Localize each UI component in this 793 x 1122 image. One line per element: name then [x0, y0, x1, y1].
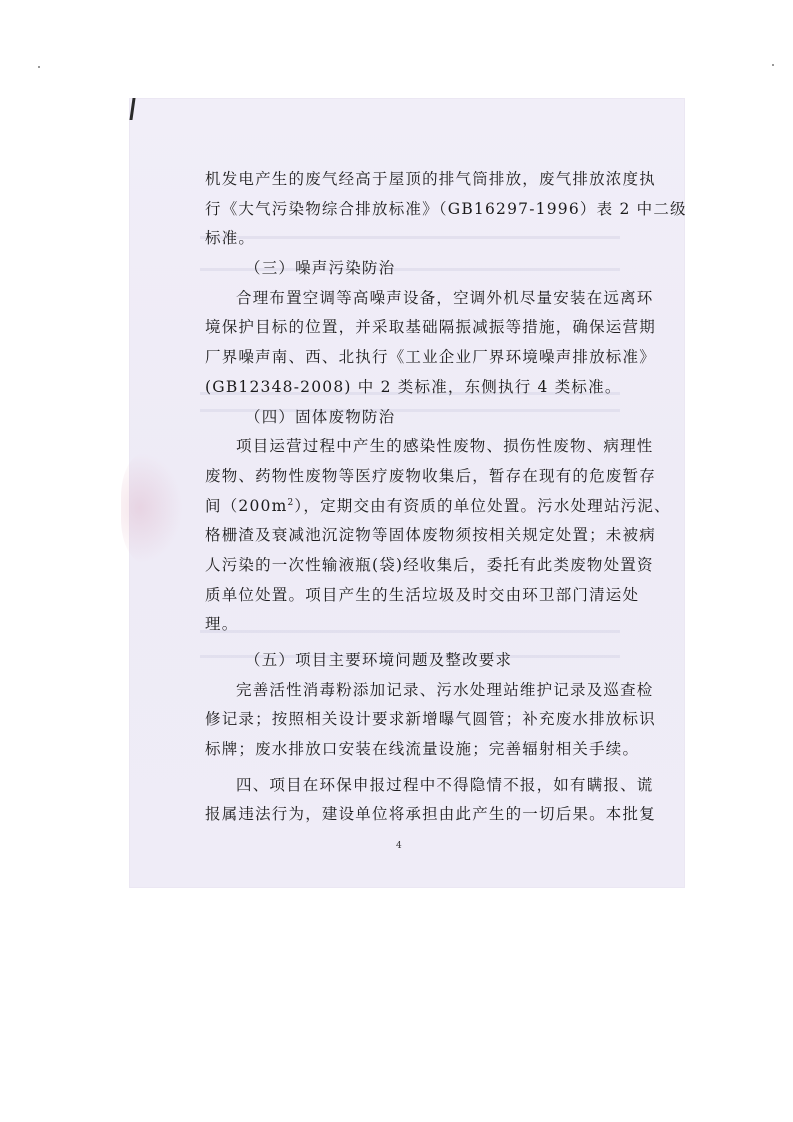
- text-line: 四、项目在环保申报过程中不得隐情不报，如有瞒报、谎: [236, 775, 654, 794]
- text-line: 废物、药物性废物等医疗废物收集后，暂存在现有的危废暂存: [205, 466, 656, 485]
- text-line: 质单位处置。项目产生的生活垃圾及时交由环卫部门清运处: [205, 585, 640, 604]
- faded-seal-bleed: [121, 452, 183, 564]
- text-line: [205, 492, 671, 522]
- text-fragment: ），定期交由有资质的单位处置。污水处理站污泥、: [294, 496, 671, 515]
- scan-speck: [772, 64, 774, 66]
- text-line: 合理布置空调等高噪声设备，空调外机尽量安装在远离环: [236, 288, 654, 307]
- text-line: (GB12348-2008) 中 2 类标准，东侧执行 4 类标准。: [205, 377, 622, 396]
- text-line: 人污染的一次性输液瓶(袋)经收集后，委托有此类废物处置资: [205, 555, 654, 574]
- superscript: 2: [287, 497, 295, 508]
- body-text: [205, 165, 687, 830]
- text-line: 报属违法行为，建设单位将承担由此产生的一切后果。本批复: [205, 805, 656, 824]
- section-heading-solid-waste: （四）固体废物防治: [245, 407, 396, 426]
- text-line: 厂界噪声南、西、北执行《工业企业厂界环境噪声排放标准》: [205, 348, 656, 367]
- section-heading-noise: （三）噪声污染防治: [245, 259, 396, 278]
- text-line: 行《大气污染物综合排放标准》（GB16297-1996）表 2 中二级: [205, 199, 687, 218]
- scan-speck: [38, 66, 40, 68]
- text-line: 完善活性消毒粉添加记录、污水处理站维护记录及巡查检: [236, 680, 654, 699]
- text-line: 项目运营过程中产生的感染性废物、损伤性废物、病理性: [236, 437, 654, 456]
- text-line: 格栅渣及衰减池沉淀物等固体废物须按相关规定处置；未被病: [205, 526, 656, 545]
- text-fragment: 间（200m: [205, 496, 288, 515]
- page-number: 4: [396, 841, 402, 851]
- text-line: 境保护目标的位置，并采取基础隔振减振等措施，确保运营期: [205, 318, 656, 337]
- text-line: 理。: [205, 615, 239, 634]
- text-line: 修记录；按照相关设计要求新增曝气圆管；补充废水排放标识: [205, 710, 656, 729]
- text-line: 机发电产生的废气经高于屋顶的排气筒排放，废气排放浓度执: [205, 170, 656, 188]
- text-line: 标准。: [205, 229, 256, 248]
- text-line: 标牌；废水排放口安装在线流量设施；完善辐射相关手续。: [205, 740, 640, 759]
- section-heading-issues: （五）项目主要环境问题及整改要求: [245, 651, 513, 669]
